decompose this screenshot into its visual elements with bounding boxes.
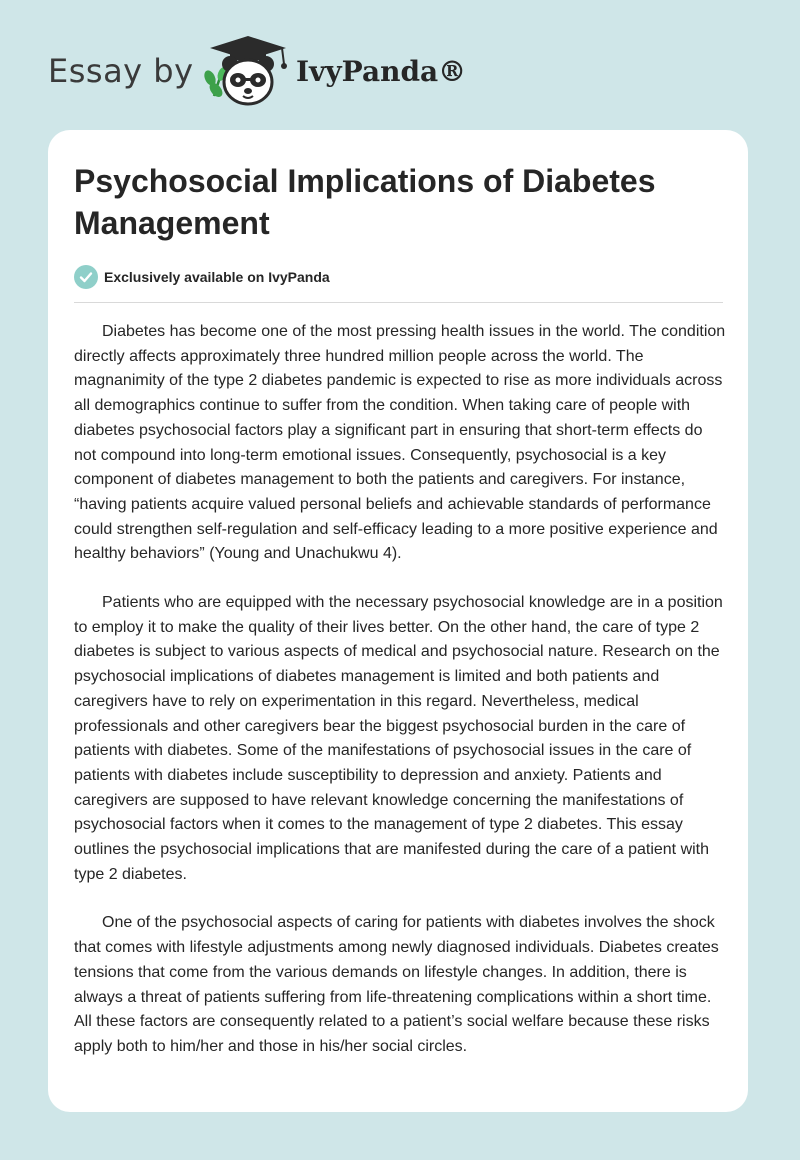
- exclusive-badge: [74, 264, 330, 290]
- page-title: Psychosocial Implications of Diabetes Management: [74, 163, 656, 241]
- panda-graduate-logo-icon[interactable]: [200, 34, 296, 110]
- check-circle-icon: [74, 265, 98, 289]
- paragraph: One of the psychosocial aspects of caring for patients with diabetes involves the shock that comes with lifestyle adjustments among newly diagnosed individuals. Diabetes creates tensions that come from the various demands on lifestyle changes. In addition, there is always a threat of patients suffering from life-threatening complications within a short time. All these factors are consequently related to a patient’s social welfare because these risks apply both to him/her and those in his/her social circles.: [74, 914, 719, 1055]
- brand-name[interactable]: IvyPanda®: [296, 55, 467, 88]
- paragraph: Diabetes has become one of the most pressing health issues in the world. The condition directly affects approximately three hundred million people across the world. The magnanimity of the type 2 diabetes pandemic is expected to rise as more individuals across all demographics continue to suffer from the condition. When taking care of people with diabetes psychosocial factors play a significant part in ensuring that short-term effects do not compound into long-term emotional issues. Consequently, psychosocial is a key component of diabetes management to both the patients and caregivers. For instance, “having patients acquire valued personal beliefs and achievable standards of performance could strengthen self-regulation and self-efficacy leading to a more positive experience and healthy behaviors” (Young and Unachukwu 4).: [74, 323, 726, 563]
- brand-prefix: Essay by: [48, 52, 194, 90]
- divider: [74, 302, 723, 303]
- paragraph: Patients who are equipped with the necessary psychosocial knowledge are in a position to employ it to make the quality of their lives better. On the other hand, the care of type 2 diabetes is subject to various aspects of medical and psychosocial nature. Research on the psychosocial implications of diabetes management is limited and both patients and caregivers have to rely on experimentation in this regard. Nevertheless, medical professionals and other caregivers bear the biggest psychosocial burden in the care of patients with diabetes. Some of the manifestations of psychosocial issues in the care of patients with diabetes include susceptibility to depression and anxiety. Patients and caregivers are supposed to have relevant knowledge concerning the manifestations of psychosocial factors when it comes to the management of type 2 diabetes. This essay outlines the psychosocial implications that are manifested during the care of a patient with type 2 diabetes.: [74, 594, 723, 883]
- essay-body: [74, 320, 726, 1084]
- site-header: [0, 0, 800, 120]
- badge-label: Exclusively available on IvyPanda: [104, 269, 330, 285]
- essay-card: [48, 130, 748, 1112]
